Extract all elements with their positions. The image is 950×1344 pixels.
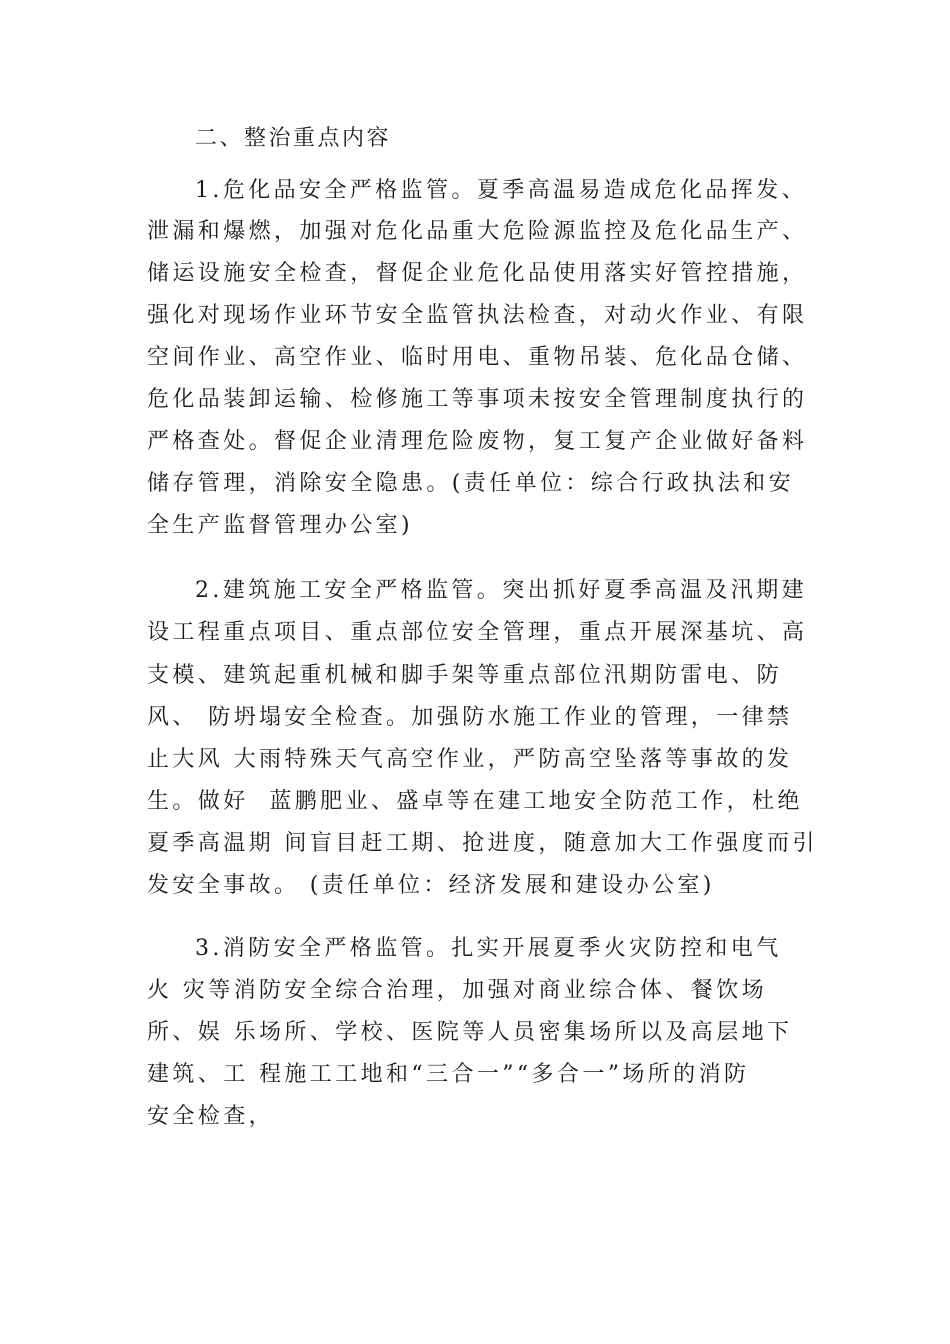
paragraph-line: 建筑、工 程施工工地和“三合一”“多合一”场所的消防 — [147, 1062, 750, 1087]
paragraph-line: 设工程重点项目、重点部位安全管理，重点开展深基坑、高 — [147, 620, 808, 645]
paragraph-line: 空间作业、高空作业、临时用电、重物吊装、危化品仓储、 — [147, 345, 808, 370]
paragraph-line: 储存管理，消除安全隐患。(责任单位：综合行政执法和安 — [147, 471, 794, 496]
paragraph-line: 3.消防安全严格监管。扎实开展夏季火灾防控和电气 — [195, 936, 782, 961]
paragraph-line: 2.建筑施工安全严格监管。突出抓好夏季高温及汛期建 — [195, 578, 807, 603]
paragraph-line: 夏季高温期 间盲目赶工期、抢进度，随意加大工作强度而引 — [147, 831, 818, 856]
paragraph-line: 全生产监督管理办公室) — [147, 513, 413, 538]
paragraph-line: 危化品装卸运输、检修施工等事项未按安全管理制度执行的 — [147, 387, 808, 412]
paragraph-line: 火 灾等消防安全综合治理，加强对商业综合体、餐饮场 — [147, 978, 767, 1003]
section-heading: 二、整治重点内容 — [195, 126, 392, 151]
paragraph-line: 储运设施安全检查，督促企业危化品使用落实好管控措施， — [147, 261, 808, 286]
paragraph-line: 泄漏和爆燃，加强对危化品重大危险源监控及危化品生产、 — [147, 219, 808, 244]
paragraph-line: 所、娱 乐场所、学校、医院等人员密集场所以及高层地下 — [147, 1020, 793, 1045]
paragraph-line: 发安全事故。 (责任单位：经济发展和建设办公室) — [147, 873, 715, 898]
paragraph-line: 风、 防坍塌安全检查。加强防水施工作业的管理，一律禁 — [147, 705, 793, 730]
paragraph-line: 支模、建筑起重机械和脚手架等重点部位汛期防雷电、防 — [147, 663, 783, 688]
paragraph-line: 严格查处。督促企业清理危险废物，复工复产企业做好备料 — [147, 429, 808, 454]
paragraph-line: 1.危化品安全严格监管。夏季高温易造成危化品挥发、 — [195, 178, 807, 203]
paragraph-line: 安全检查， — [147, 1104, 275, 1129]
paragraph-line: 生。做好 蓝鹏肥业、盛卓等在建工地安全防范工作，杜绝 — [147, 789, 803, 814]
paragraph-line: 止大风 大雨特殊天气高空作业，严防高空坠落等事故的发 — [147, 747, 793, 772]
paragraph-line: 强化对现场作业环节安全监管执法检查，对动火作业、有限 — [147, 303, 808, 328]
